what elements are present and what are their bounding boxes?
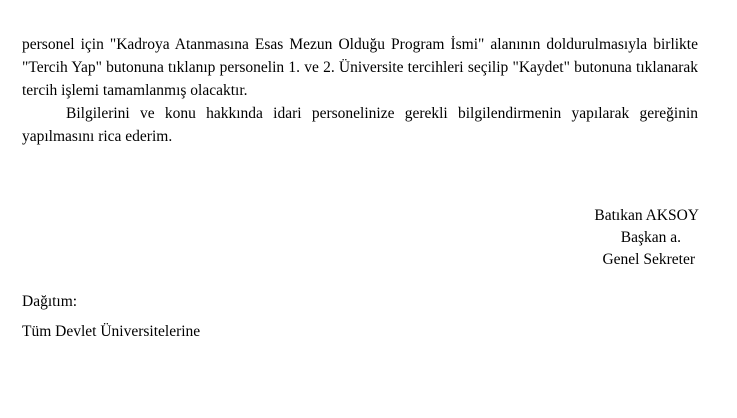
signatory-title: Başkan a. [620, 229, 681, 246]
signature-block [499, 205, 699, 271]
body-paragraph-request: Bilgilerini ve konu hakkında idari personelinize gerekli bilgilendirmenin yapılarak gereğinin yapılmasını rica ederim. [22, 105, 698, 145]
letter-body [22, 33, 698, 148]
distribution-recipient: Tüm Devlet Üniversitelerine [22, 323, 201, 340]
signatory-role: Genel Sekreter [602, 251, 695, 268]
body-paragraph-continuation: personel için "Kadroya Atanmasına Esas Mezun Olduğu Program İsmi" alanının doldurulmasıyla birlikte "Tercih Yap" butonuna tıklanıp personelin 1. ve 2. Üniversite tercihleri seçilip "Kaydet" butonuna tıklanarak tercih işlemi tamamlanmış olacaktır. [22, 36, 698, 99]
distribution-label: Dağıtım: [22, 293, 78, 310]
signatory-name: Batıkan AKSOY [594, 207, 699, 224]
distribution-block [22, 291, 200, 343]
